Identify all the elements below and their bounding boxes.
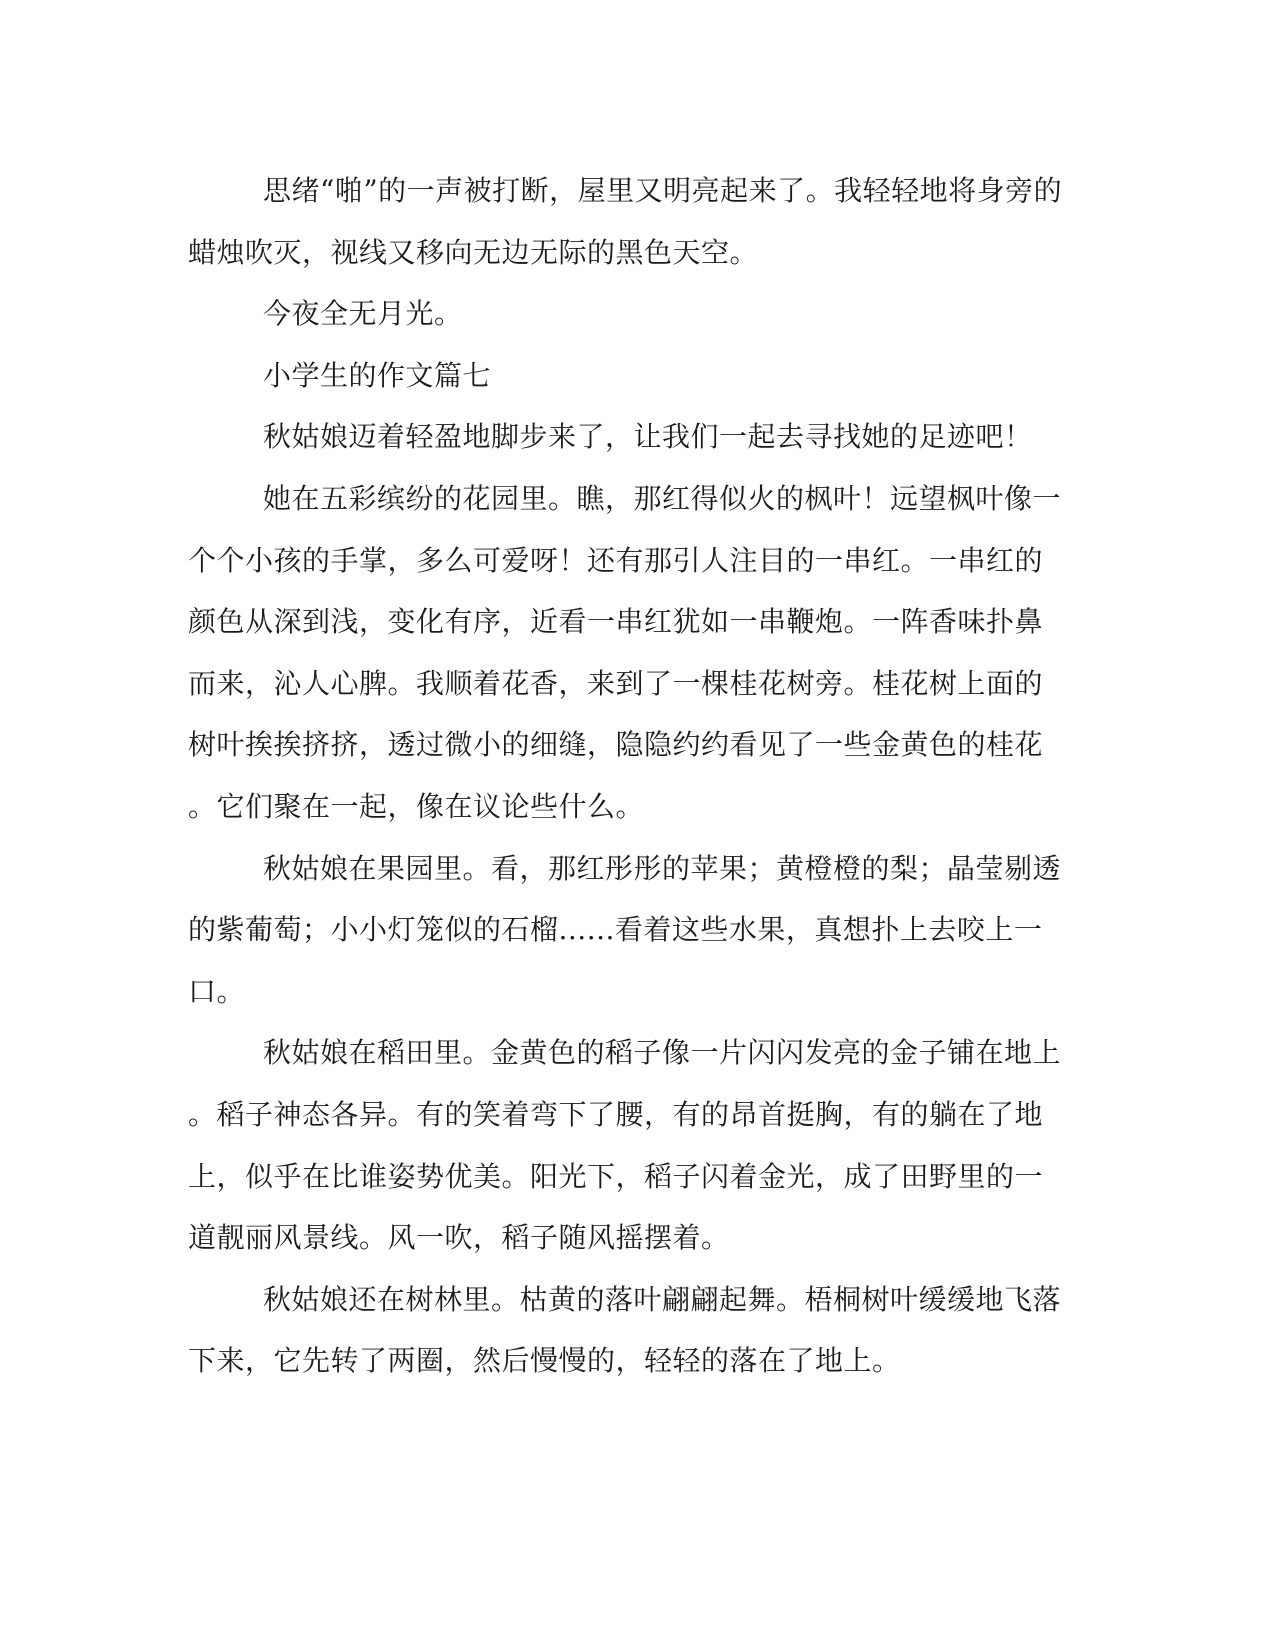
paragraph — [188, 160, 1084, 283]
text-line: 。稻子神态各异。有的笑着弯下了腰，有的昂首挺胸，有的躺在了地 — [188, 1097, 1044, 1131]
text-line: 口。 — [188, 974, 246, 1008]
paragraph — [188, 1022, 1084, 1268]
text-line: 上，似乎在比谁姿势优美。阳光下，稻子闪着金光，成了田野里的一 — [188, 1159, 1044, 1193]
paragraph — [188, 1269, 1084, 1392]
text-line: 秋姑娘在稻田里。金黄色的稻子像一片闪闪发亮的金子铺在地上 — [263, 1036, 1062, 1070]
text-line: 个个小孩的手掌，多么可爱呀！还有那引人注目的一串红。一串红的 — [188, 543, 1044, 577]
text-line: 她在五彩缤纷的花园里。瞧，那红得似火的枫叶！远望枫叶像一 — [263, 481, 1062, 515]
text-line: 秋姑娘还在树林里。枯黄的落叶翩翩起舞。梧桐树叶缓缓地飞落 — [263, 1282, 1062, 1316]
heading-text: 小学生的作文篇七 — [263, 358, 492, 392]
paragraph — [188, 406, 1084, 468]
text-line: 道靓丽风景线。风一吹，稻子随风摇摆着。 — [188, 1221, 730, 1255]
text-line: 树叶挨挨挤挤，透过微小的细缝，隐隐约约看见了一些金黄色的桂花 — [188, 728, 1044, 762]
text-line: 今夜全无月光。 — [263, 297, 463, 331]
paragraph — [188, 468, 1084, 838]
paragraph — [188, 283, 1084, 345]
text-line: 而来，沁人心脾。我顺着花香，来到了一棵桂花树旁。桂花树上面的 — [188, 666, 1044, 700]
text-line: 。它们聚在一起，像在议论些什么。 — [188, 789, 645, 823]
text-line: 的紫葡萄；小小灯笼似的石榴......看着这些水果，真想扑上去咬上一 — [188, 913, 1043, 947]
section-heading — [188, 345, 1084, 407]
text-line: 蜡烛吹灭，视线又移向无边无际的黑色天空。 — [188, 235, 759, 269]
document-body — [188, 160, 1084, 1392]
text-line: 颜色从深到浅，变化有序，近看一串红犹如一串鞭炮。一阵香味扑鼻 — [188, 605, 1044, 639]
paragraph — [188, 838, 1084, 1023]
text-line: 下来，它先转了两圈，然后慢慢的，轻轻的落在了地上。 — [188, 1344, 901, 1378]
text-line: 秋姑娘迈着轻盈地脚步来了，让我们一起去寻找她的足迹吧！ — [263, 420, 1033, 454]
text-line: 秋姑娘在果园里。看，那红彤彤的苹果；黄橙橙的梨；晶莹剔透 — [263, 851, 1062, 885]
text-line: 思绪“啪”的一声被打断，屋里又明亮起来了。我轻轻地将身旁的 — [263, 174, 1063, 207]
